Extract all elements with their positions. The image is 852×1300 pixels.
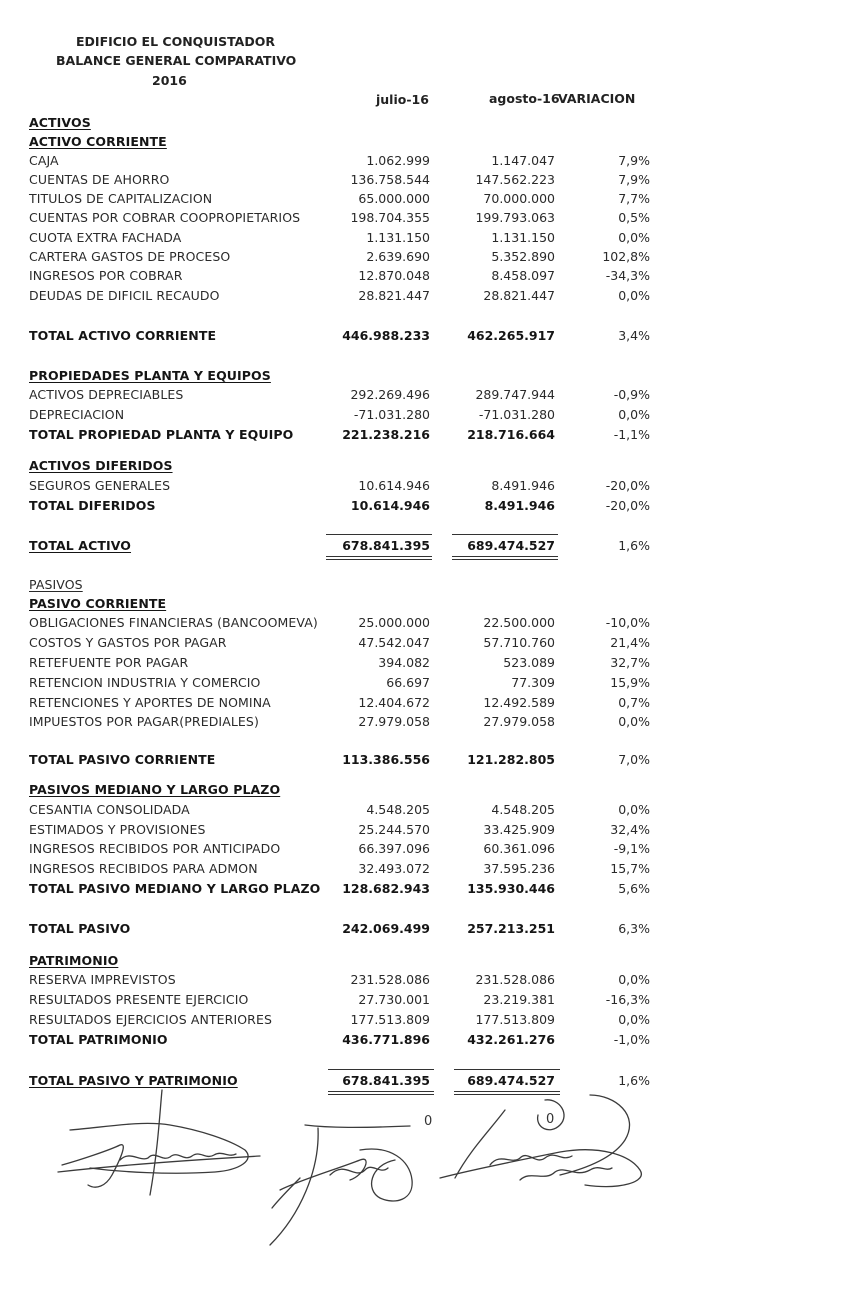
row-label: PASIVO CORRIENTE — [29, 596, 167, 611]
value-agosto: 1.147.047 — [491, 153, 555, 168]
value-julio: 25.244.570 — [358, 822, 430, 837]
row-label: RETENCIONES Y APORTES DE NOMINA — [29, 695, 271, 710]
row-label: TOTAL DIFERIDOS — [29, 498, 156, 513]
row-label: CUOTA EXTRA FACHADA — [29, 230, 182, 245]
value-julio: 28.821.447 — [358, 288, 430, 303]
value-agosto: 70.000.000 — [483, 191, 555, 206]
value-variacion: -9,1% — [613, 841, 650, 856]
value-variacion: 7,0% — [618, 752, 650, 767]
row-label: DEUDAS DE DIFICIL RECAUDO — [29, 288, 220, 303]
report-title: BALANCE GENERAL COMPARATIVO — [56, 53, 297, 68]
value-agosto: 218.716.664 — [467, 427, 555, 442]
value-variacion: -34,3% — [605, 268, 650, 283]
value-variacion: 7,9% — [618, 153, 650, 168]
value-variacion: -1,1% — [613, 427, 650, 442]
value-agosto: 8.491.946 — [484, 498, 555, 513]
row-label: RESERVA IMPREVISTOS — [29, 972, 176, 987]
value-agosto: 177.513.809 — [475, 1012, 555, 1027]
value-agosto: 4.548.205 — [491, 802, 555, 817]
value-julio: 136.758.544 — [350, 172, 430, 187]
value-variacion: 0,0% — [618, 407, 650, 422]
row-label: TOTAL PATRIMONIO — [29, 1032, 168, 1047]
value-julio: 66.697 — [386, 675, 430, 690]
row-label: CUENTAS POR COBRAR COOPROPIETARIOS — [29, 210, 301, 225]
value-julio: 242.069.499 — [342, 921, 430, 936]
value-julio: 4.548.205 — [366, 802, 430, 817]
value-agosto: 22.500.000 — [483, 615, 555, 630]
value-agosto: 199.793.063 — [475, 210, 555, 225]
value-julio: 198.704.355 — [350, 210, 430, 225]
value-variacion: 15,9% — [610, 675, 650, 690]
value-variacion: 7,7% — [618, 191, 650, 206]
value-julio: 12.870.048 — [358, 268, 430, 283]
value-julio: 32.493.072 — [358, 861, 430, 876]
value-julio: -71.031.280 — [353, 407, 430, 422]
value-julio: 27.730.001 — [358, 992, 430, 1007]
value-julio: 10.614.946 — [350, 498, 430, 513]
value-agosto: 60.361.096 — [483, 841, 555, 856]
value-julio: 2.639.690 — [366, 249, 430, 264]
value-variacion: 0,0% — [618, 972, 650, 987]
column-header-agosto: agosto-16 — [489, 91, 560, 106]
row-label: INGRESOS RECIBIDOS POR ANTICIPADO — [29, 841, 281, 856]
value-variacion: 0,7% — [618, 695, 650, 710]
row-label: TOTAL ACTIVO — [29, 538, 132, 553]
value-agosto: 462.265.917 — [467, 328, 555, 343]
value-variacion: -20,0% — [605, 498, 650, 513]
value-variacion: 15,7% — [610, 861, 650, 876]
value-julio: 221.238.216 — [342, 427, 430, 442]
value-julio: 47.542.047 — [358, 635, 430, 650]
value-variacion: -16,3% — [605, 992, 650, 1007]
row-label: PATRIMONIO — [29, 953, 119, 968]
column-header-variacion: VARIACION — [558, 91, 636, 106]
row-label: ACTIVOS DEPRECIABLES — [29, 387, 184, 402]
row-label: TOTAL PASIVO CORRIENTE — [29, 752, 216, 767]
value-julio: 1.131.150 — [366, 230, 430, 245]
value-julio: 678.841.395 — [342, 538, 430, 553]
row-label: TOTAL PASIVO Y PATRIMONIO — [29, 1073, 238, 1088]
row-label: RESULTADOS PRESENTE EJERCICIO — [29, 992, 249, 1007]
value-agosto: 147.562.223 — [475, 172, 555, 187]
row-label: ESTIMADOS Y PROVISIONES — [29, 822, 206, 837]
row-label: PASIVOS MEDIANO Y LARGO PLAZO — [29, 782, 281, 797]
row-label: TOTAL PASIVO MEDIANO Y LARGO PLAZO — [29, 881, 321, 896]
value-agosto: 8.491.946 — [491, 478, 555, 493]
value-variacion: 3,4% — [618, 328, 650, 343]
row-label: PROPIEDADES PLANTA Y EQUIPOS — [29, 368, 271, 383]
value-variacion: 32,4% — [610, 822, 650, 837]
row-label: ACTIVOS — [29, 115, 91, 130]
value-variacion: 1,6% — [618, 538, 650, 553]
value-agosto: 27.979.058 — [483, 714, 555, 729]
signature-right — [440, 1095, 641, 1187]
value-variacion: 102,8% — [602, 249, 650, 264]
row-label: CARTERA GASTOS DE PROCESO — [29, 249, 231, 264]
value-julio: 678.841.395 — [342, 1073, 430, 1088]
value-julio: 12.404.672 — [358, 695, 430, 710]
value-variacion: -20,0% — [605, 478, 650, 493]
row-label: TOTAL ACTIVO CORRIENTE — [29, 328, 217, 343]
value-agosto: 231.528.086 — [475, 972, 555, 987]
signature-middle — [270, 1125, 412, 1245]
value-variacion: 32,7% — [610, 655, 650, 670]
value-variacion: 0,5% — [618, 210, 650, 225]
row-label: INGRESOS RECIBIDOS PARA ADMON — [29, 861, 258, 876]
building-name: EDIFICIO EL CONQUISTADOR — [76, 34, 275, 49]
value-julio: 128.682.943 — [342, 881, 430, 896]
row-label: SEGUROS GENERALES — [29, 478, 171, 493]
value-agosto: 57.710.760 — [483, 635, 555, 650]
row-label: COSTOS Y GASTOS POR PAGAR — [29, 635, 227, 650]
value-variacion: 21,4% — [610, 635, 650, 650]
value-variacion: 7,9% — [618, 172, 650, 187]
value-variacion: 0,0% — [618, 1012, 650, 1027]
value-agosto: 257.213.251 — [467, 921, 555, 936]
value-variacion: 0,0% — [618, 230, 650, 245]
value-variacion: -0,9% — [613, 387, 650, 402]
row-label: IMPUESTOS POR PAGAR(PREDIALES) — [29, 714, 259, 729]
row-label: CESANTIA CONSOLIDADA — [29, 802, 190, 817]
value-agosto: 12.492.589 — [483, 695, 555, 710]
row-label: PASIVOS — [29, 577, 83, 592]
value-variacion: -10,0% — [605, 615, 650, 630]
row-label: TITULOS DE CAPITALIZACION — [29, 191, 213, 206]
row-label: DEPRECIACION — [29, 407, 125, 422]
value-julio: 1.062.999 — [366, 153, 430, 168]
value-agosto: 135.930.446 — [467, 881, 555, 896]
row-label: ACTIVOS DIFERIDOS — [29, 458, 173, 473]
row-label: TOTAL PASIVO — [29, 921, 131, 936]
value-agosto: 28.821.447 — [483, 288, 555, 303]
value-julio: 65.000.000 — [358, 191, 430, 206]
value-variacion: 1,6% — [618, 1073, 650, 1088]
value-variacion: 0,0% — [618, 802, 650, 817]
value-agosto: 689.474.527 — [467, 1073, 555, 1088]
value-agosto: 37.595.236 — [483, 861, 555, 876]
value-julio: 66.397.096 — [358, 841, 430, 856]
value-julio: 446.988.233 — [342, 328, 430, 343]
signature-mark-zero: 0 — [546, 1112, 555, 1127]
value-agosto: 8.458.097 — [491, 268, 555, 283]
row-label: TOTAL PROPIEDAD PLANTA Y EQUIPO — [29, 427, 294, 442]
value-agosto: 77.309 — [511, 675, 555, 690]
row-label: RESULTADOS EJERCICIOS ANTERIORES — [29, 1012, 272, 1027]
value-agosto: 121.282.805 — [467, 752, 555, 767]
value-agosto: -71.031.280 — [478, 407, 555, 422]
value-agosto: 23.219.381 — [483, 992, 555, 1007]
value-julio: 10.614.946 — [358, 478, 430, 493]
value-julio: 394.082 — [378, 655, 430, 670]
value-agosto: 432.261.276 — [467, 1032, 555, 1047]
value-agosto: 689.474.527 — [467, 538, 555, 553]
report-year: 2016 — [152, 73, 187, 88]
value-variacion: 0,0% — [618, 714, 650, 729]
value-variacion: 0,0% — [618, 288, 650, 303]
value-variacion: 6,3% — [618, 921, 650, 936]
row-label: RETENCION INDUSTRIA Y COMERCIO — [29, 675, 261, 690]
signature-mark-zero: 0 — [424, 1114, 433, 1129]
value-julio: 25.000.000 — [358, 615, 430, 630]
column-header-julio: julio-16 — [376, 92, 429, 107]
value-variacion: 5,6% — [618, 881, 650, 896]
row-label: CUENTAS DE AHORRO — [29, 172, 170, 187]
value-julio: 177.513.809 — [350, 1012, 430, 1027]
value-agosto: 523.089 — [503, 655, 555, 670]
row-label: OBLIGACIONES FINANCIERAS (BANCOOMEVA) — [29, 615, 318, 630]
row-label: CAJA — [29, 153, 59, 168]
value-agosto: 1.131.150 — [491, 230, 555, 245]
signature-left — [58, 1090, 260, 1195]
value-variacion: -1,0% — [613, 1032, 650, 1047]
row-label: ACTIVO CORRIENTE — [29, 134, 167, 149]
value-julio: 231.528.086 — [350, 972, 430, 987]
value-agosto: 5.352.890 — [491, 249, 555, 264]
row-label: RETEFUENTE POR PAGAR — [29, 655, 189, 670]
value-julio: 292.269.496 — [350, 387, 430, 402]
value-julio: 113.386.556 — [342, 752, 430, 767]
value-julio: 27.979.058 — [358, 714, 430, 729]
value-julio: 436.771.896 — [342, 1032, 430, 1047]
value-agosto: 33.425.909 — [483, 822, 555, 837]
value-agosto: 289.747.944 — [475, 387, 555, 402]
row-label: INGRESOS POR COBRAR — [29, 268, 183, 283]
